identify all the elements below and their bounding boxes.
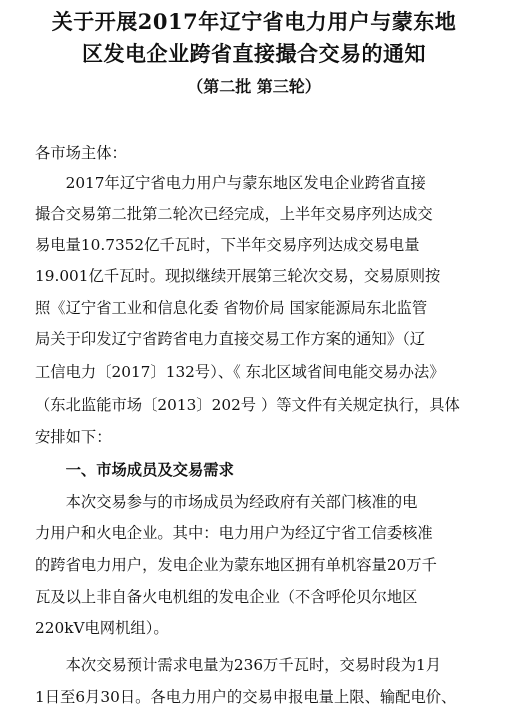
body-line: 220kV电网机组）。 [35,619,169,637]
body-line: （东北监能市场〔2013〕202号 ）等文件有关规定执行，具体 [35,396,460,414]
document-subtitle: （第二批 第三轮） [187,77,321,96]
body-line: 本次交易参与的市场成员为经政府有关部门核准的电 [35,493,418,511]
body-line: 撮合交易第二批第二轮次已经完成，上半年交易序列达成交 [35,205,433,223]
body-line: 19.001亿千瓦时。现拟继续开展第三轮次交易，交易原则按 [35,267,441,285]
body-line: 局关于印发辽宁省跨省电力直接交易工作方案的通知》（辽 [35,330,426,348]
body-line: 本次交易预计需求电量为236万千瓦时，交易时段为1月 [35,656,442,674]
section-heading: 一、市场成员及交易需求 [35,461,234,479]
body-line: 工信电力〔2017〕132号）、《 东北区域省间电能交易办法》 [35,363,445,381]
body-line: 的跨省电力用户，发电企业为蒙东地区拥有单机容量20万千 [35,556,437,574]
body-line: 易电量10.7352亿千瓦时，下半年交易序列达成交易电量 [35,236,420,254]
body-line: 照《辽宁省工业和信息化委 省物价局 国家能源局东北监管 [35,299,428,317]
body-line: 力用户和火电企业。其中：电力用户为经辽宁省工信委核准 [35,524,433,542]
body-line: 安排如下： [35,428,112,446]
body-line: 瓦及以上非自备火电机组的发电企业（不含呼伦贝尔地区 [35,588,418,606]
document-title-line-2: 区发电企业跨省直接撮合交易的通知 [82,41,426,66]
salutation: 各市场主体： [35,144,127,162]
body-line: 2017年辽宁省电力用户与蒙东地区发电企业跨省直接 [35,174,426,192]
body-line: 1日至6月30日。各电力用户的交易申报电量上限、输配电价、 [35,688,457,706]
document-title-line-1: 关于开展2017年辽宁省电力用户与蒙东地 [51,9,457,34]
